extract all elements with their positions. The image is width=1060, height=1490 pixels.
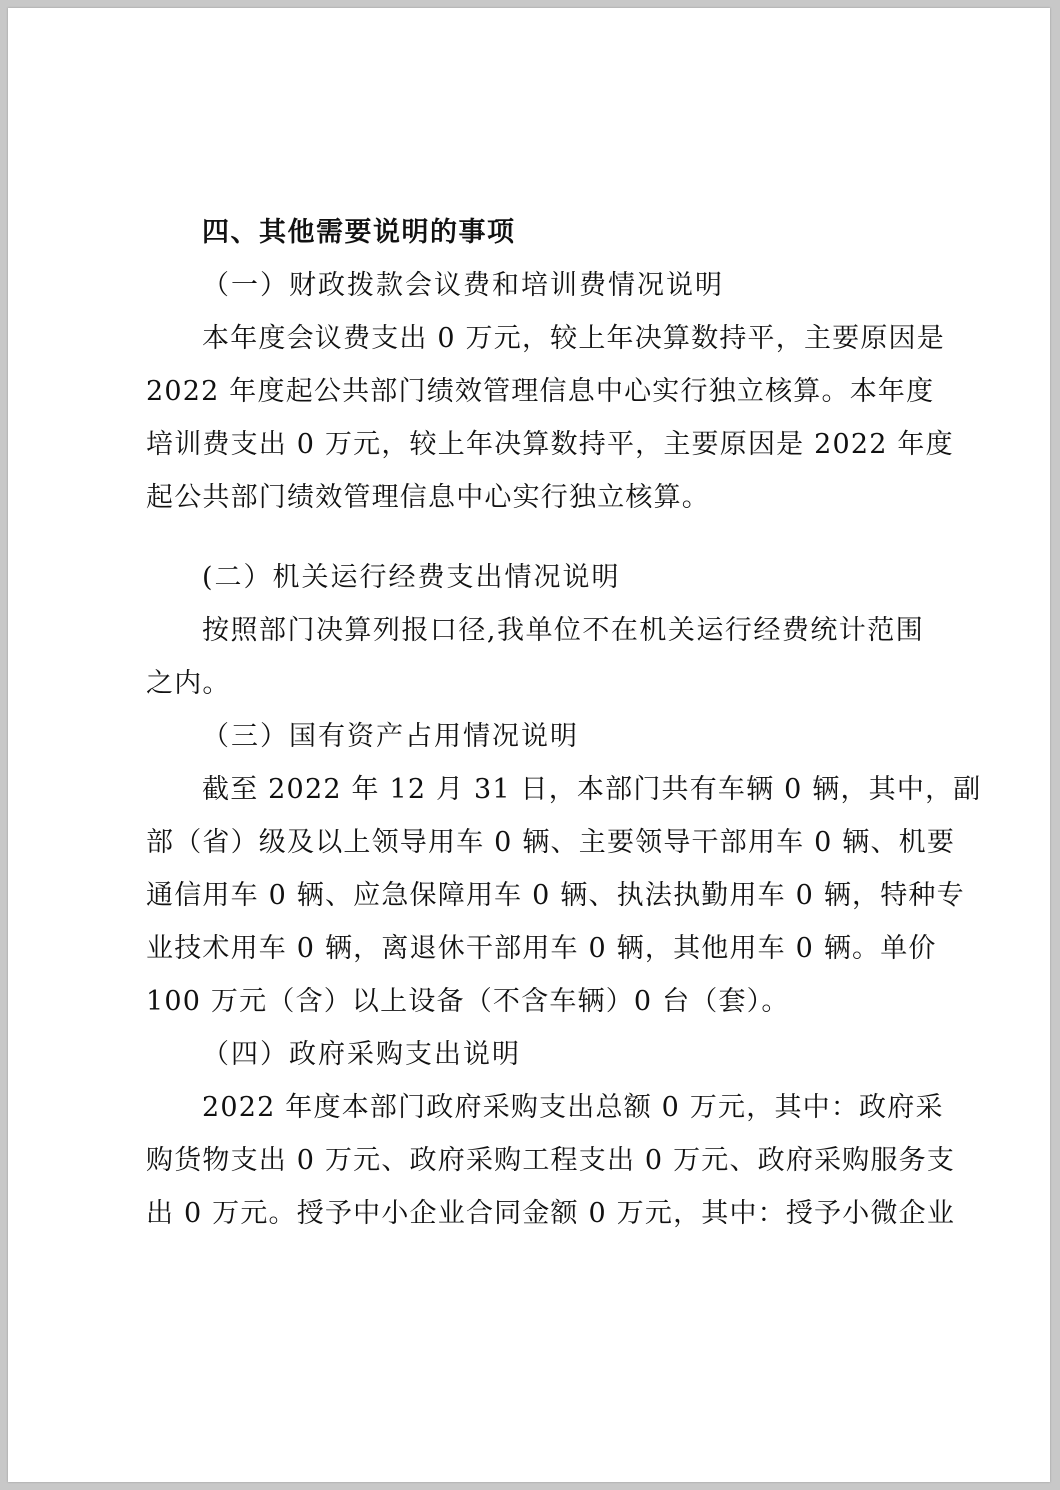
paragraph-line: 培训费支出 0 万元，较上年决算数持平，主要原因是 2022 年度 xyxy=(146,429,954,460)
paragraph-gap xyxy=(146,524,924,551)
subsection-title-4: （四）政府采购支出说明 xyxy=(202,1039,521,1070)
paragraph-line: 业技术用车 0 辆，离退休干部用车 0 辆，其他用车 0 辆。单价 xyxy=(146,933,937,964)
subsection-title-3: （三）国有资产占用情况说明 xyxy=(202,721,579,752)
subsection-title-2: (二）机关运行经费支出情况说明 xyxy=(202,562,621,593)
paragraph-line: 2022 年度起公共部门绩效管理信息中心实行独立核算。本年度 xyxy=(146,376,935,407)
paragraph-line: 通信用车 0 辆、应急保障用车 0 辆、执法执勤用车 0 辆，特种专 xyxy=(146,880,965,911)
document-body xyxy=(146,206,982,1240)
paragraph-line: 2022 年度本部门政府采购支出总额 0 万元，其中：政府采 xyxy=(202,1092,944,1123)
paragraph-line: 购货物支出 0 万元、政府采购工程支出 0 万元、政府采购服务支 xyxy=(146,1145,956,1176)
paragraph-line: 之内。 xyxy=(146,668,231,699)
paragraph-line: 100 万元（含）以上设备（不含车辆）0 台（套）。 xyxy=(146,986,790,1017)
section-heading: 四、其他需要说明的事项 xyxy=(202,217,516,248)
paragraph-line: 本年度会议费支出 0 万元，较上年决算数持平，主要原因是 xyxy=(202,323,945,354)
paragraph-line: 起公共部门绩效管理信息中心实行独立核算。 xyxy=(146,482,710,513)
paragraph-line: 按照部门决算列报口径,我单位不在机关运行经费统计范围 xyxy=(202,615,924,646)
paragraph-line: 部（省）级及以上领导用车 0 辆、主要领导干部用车 0 辆、机要 xyxy=(146,827,956,858)
subsection-title-1: （一）财政拨款会议费和培训费情况说明 xyxy=(202,270,724,301)
document-page xyxy=(8,8,1050,1482)
paragraph-line: 截至 2022 年 12 月 31 日，本部门共有车辆 0 辆，其中，副 xyxy=(202,774,982,805)
paragraph-line: 出 0 万元。授予中小企业合同金额 0 万元，其中：授予小微企业 xyxy=(146,1198,956,1229)
